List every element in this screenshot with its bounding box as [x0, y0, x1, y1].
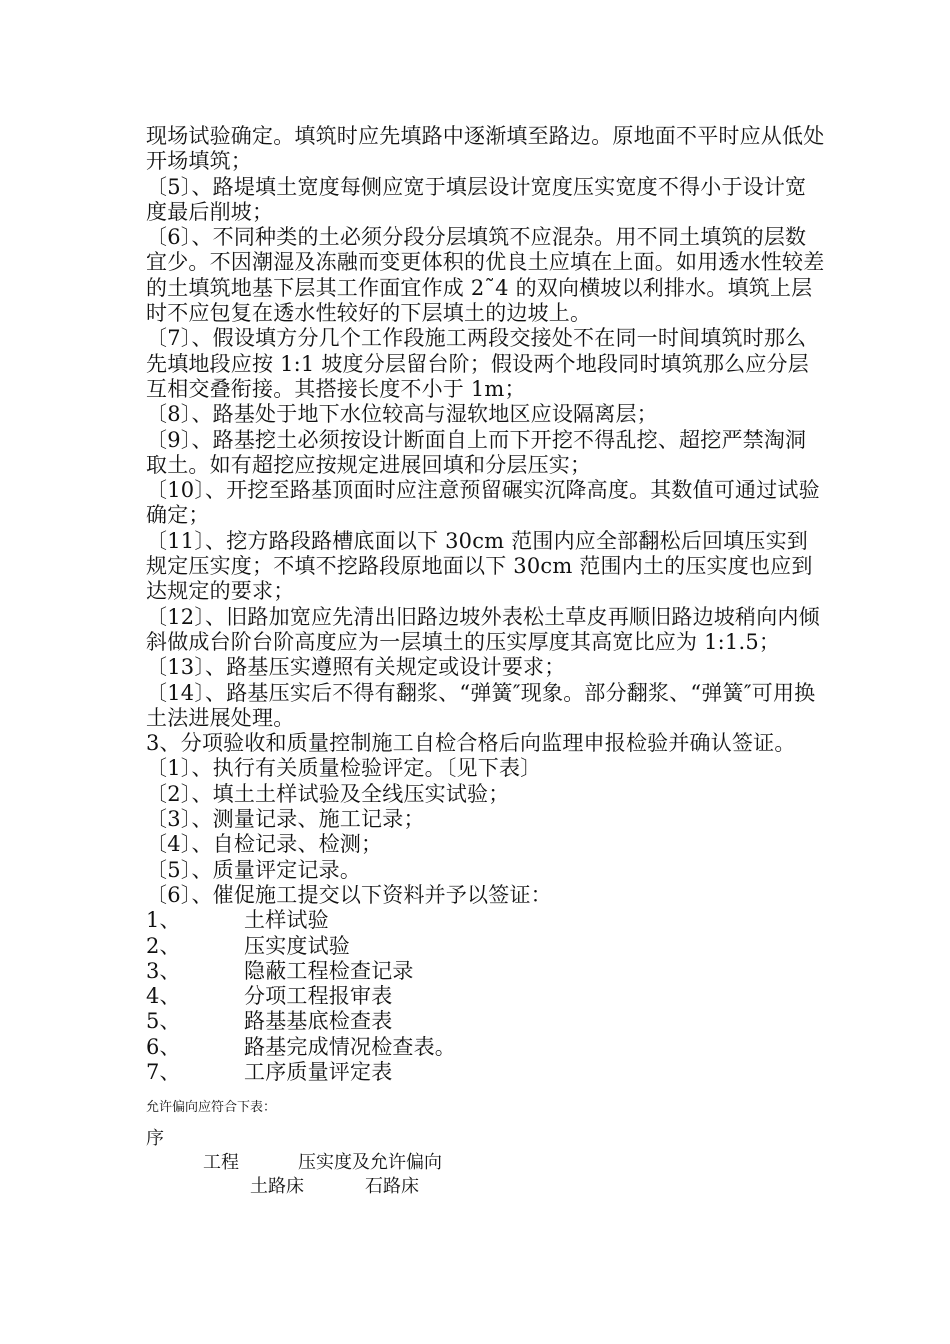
list-item	[146, 908, 826, 933]
paragraph: 〔3〕、测量记录、施工记录；	[146, 807, 425, 832]
tolerance-note: 允许偏向应符合下表：	[146, 1100, 277, 1115]
document-body	[146, 124, 826, 1085]
paragraph: 〔4〕、自检记录、检测；	[146, 832, 383, 857]
list-number: 1、	[146, 908, 181, 933]
table-header-compaction: 压实度及允许偏向	[298, 1152, 442, 1173]
paragraph: 〔11〕、挖方路段路槽底面以下 30cm 范围内应全部翻松后回填压实到规定压实度；不填不挖路段原地面以下 30cm 范围内土的压实度也应到达规定的要求；	[146, 528, 813, 604]
table-header-seq: 序	[146, 1128, 164, 1149]
list-number: 6、	[146, 1034, 181, 1059]
paragraph: 现场试验确定。填筑时应先填路中逐渐填至路边。原地面不平时应从低处开场填筑；	[146, 124, 825, 174]
paragraph: 〔2〕、填土土样试验及全线压实试验；	[146, 781, 510, 806]
list-text: 工序质量评定表	[244, 1059, 393, 1084]
paragraph: 〔6〕、催促施工提交以下资料并予以签证：	[146, 882, 552, 907]
paragraph: 〔7〕、假设填方分几个工作段施工两段交接处不在同一时间填筑时那么先填地段应按 1:1 坡度分层留台阶；假设两个地段同时填筑那么应分层互相交叠衔接。其搭接长度不小于 1m；	[146, 326, 809, 401]
paragraph: 〔14〕、路基压实后不得有翻浆、“弹簧″现象。部分翻浆、“弹簧″可用换土法进展处理。	[146, 680, 816, 730]
documents-list	[146, 908, 826, 1085]
list-item	[146, 984, 826, 1009]
list-number: 4、	[146, 984, 181, 1009]
paragraph: 〔13〕、路基压实遵照有关规定或设计要求；	[146, 655, 566, 680]
paragraph: 〔9〕、路基挖土必须按设计断面自上而下开挖不得乱挖、超挖严禁淘洞取土。如有超挖应按规定进展回填和分层压实；	[146, 427, 807, 477]
list-item	[146, 934, 826, 959]
paragraph: 〔5〕、路堤填土宽度每侧应宽于填层设计宽度压实宽度不得小于设计宽度最后削坡；	[146, 174, 807, 224]
section-heading: 3、分项验收和质量控制施工自检合格后向监理申报检验并确认签证。	[146, 731, 796, 756]
paragraph: 〔6〕、不同种类的土必须分段分层填筑不应混杂。用不同土填筑的层数宜少。不因潮湿及冻融而变更体积的优良土应填在上面。如用透水性较差的土填筑地基下层其工作面宜作成 2˜4 的双向横坡以利排水。填筑上层时不应包复在透水性较好的下层填土的边坡上。	[146, 225, 825, 326]
table-subheader-soil-bed: 土路床	[250, 1176, 304, 1197]
table-subheader-stone-bed: 石路床	[365, 1176, 419, 1197]
list-number: 2、	[146, 933, 181, 958]
list-text: 路基基底检查表	[244, 1009, 393, 1034]
table-header-item: 工程	[203, 1152, 239, 1173]
paragraph: 〔12〕、旧路加宽应先清出旧路边坡外表松土草皮再顺旧路边坡稍向内倾斜做成台阶台阶高度应为一层填土的压实厚度其高宽比应为 1:1.5；	[146, 604, 820, 654]
paragraph: 〔8〕、路基处于地下水位较高与湿软地区应设隔离层；	[146, 402, 658, 427]
list-text: 路基完成情况检查表。	[244, 1034, 456, 1059]
list-item	[146, 959, 826, 984]
list-item	[146, 1009, 826, 1034]
list-text: 土样试验	[244, 908, 329, 933]
list-text: 分项工程报审表	[244, 984, 393, 1009]
list-item	[146, 1035, 826, 1060]
paragraph: 〔10〕、开挖至路基顶面时应注意预留碾实沉降高度。其数值可通过试验确定；	[146, 478, 820, 528]
list-number: 5、	[146, 1009, 181, 1034]
paragraph: 〔1〕、执行有关质量检验评定。〔见下表〕	[146, 756, 542, 781]
list-number: 7、	[146, 1059, 181, 1084]
list-item	[146, 1060, 826, 1085]
paragraph: 〔5〕、质量评定记录。	[146, 857, 362, 882]
list-number: 3、	[146, 958, 181, 983]
list-text: 压实度试验	[244, 933, 350, 958]
list-text: 隐蔽工程检查记录	[244, 958, 414, 983]
